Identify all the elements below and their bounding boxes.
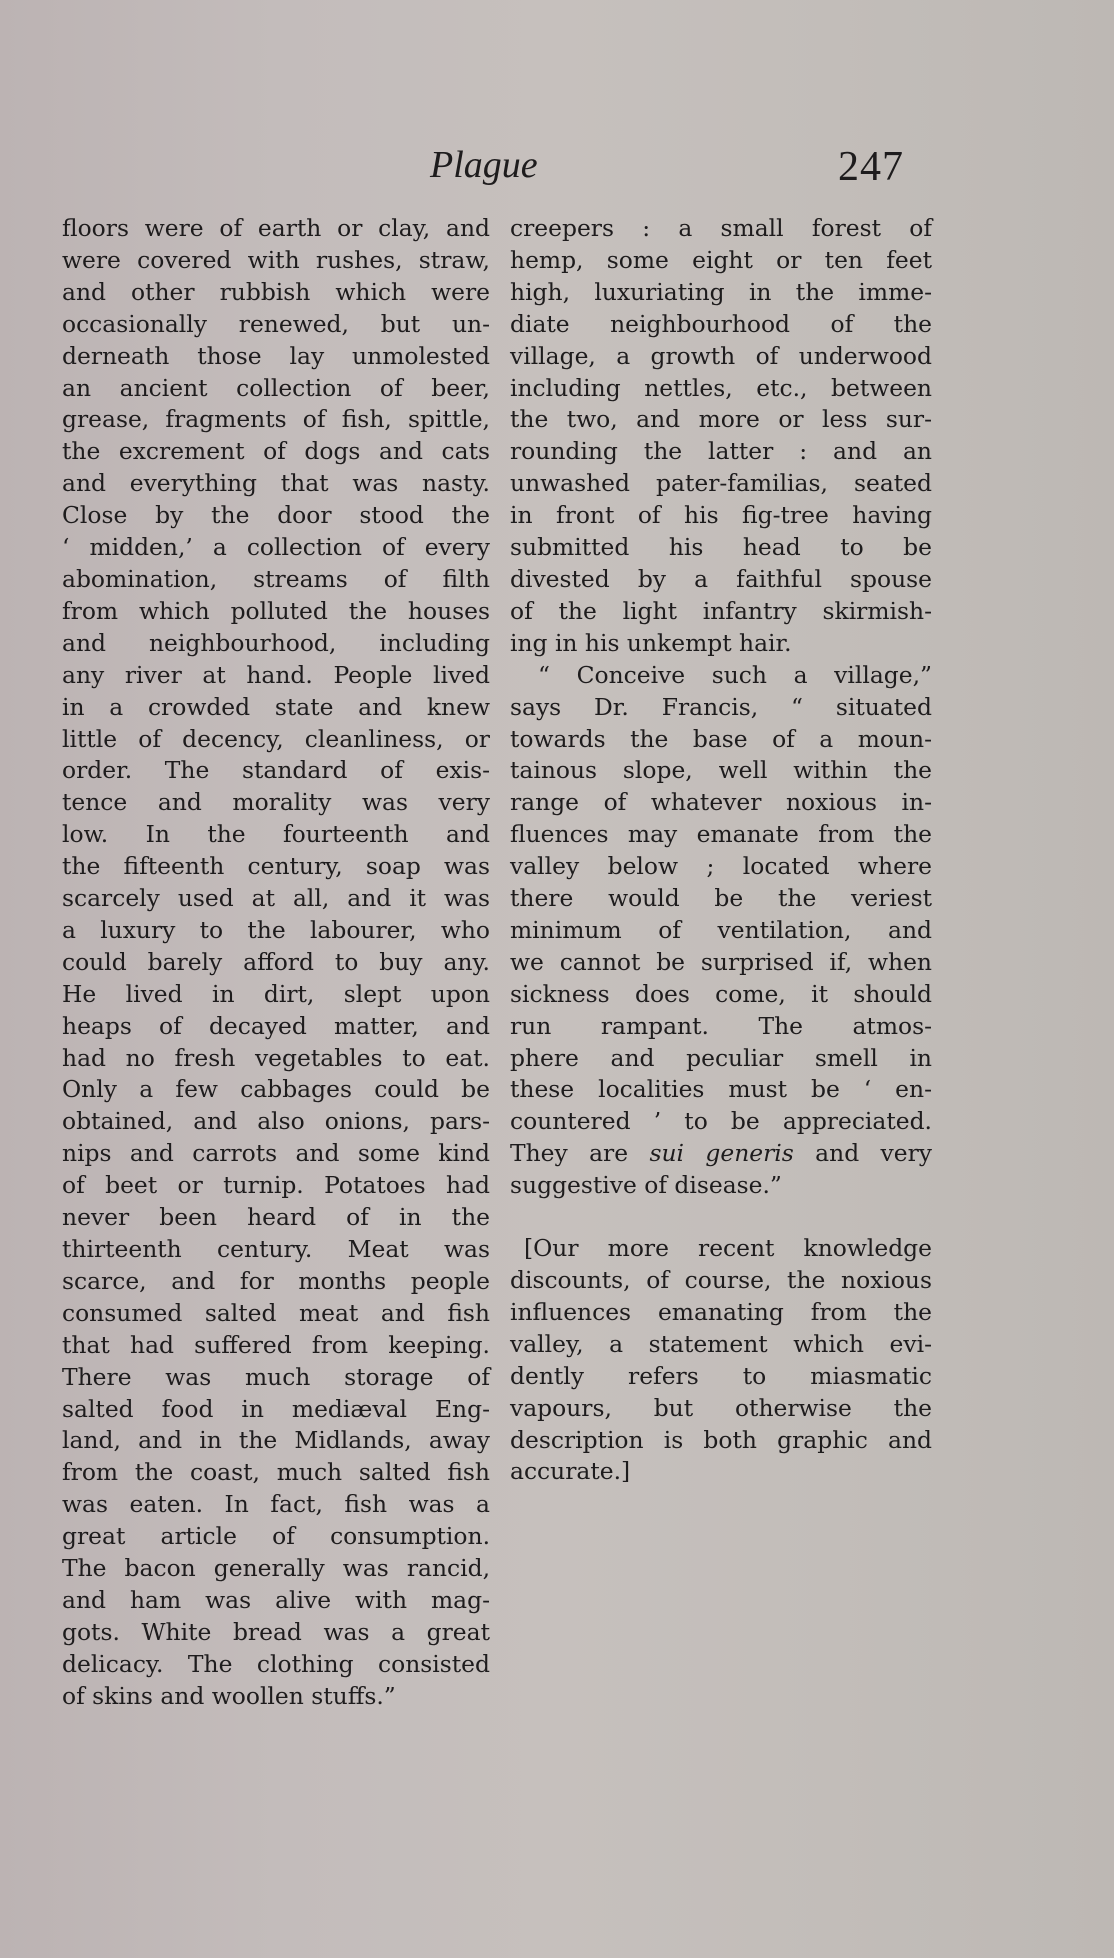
text-line: phere and peculiar smell in [510,1043,932,1072]
text-line: floors were of earth or clay, and [62,214,490,242]
text-line: of beet or turnip. Potatoes had [62,1171,490,1200]
text-line: obtained, and also onions, pars- [62,1107,490,1136]
text-line: in front of his fig-tree having [510,501,932,530]
text-line: in a crowded state and knew [62,692,490,721]
text-line: that had suffered from keeping. [62,1330,490,1359]
text-line: were covered with rushes, straw, [62,245,490,274]
text-line: from the coast, much salted fish [62,1458,490,1487]
text-line: There was much storage of [62,1362,490,1391]
text-line: high, luxuriating in the imme- [510,277,932,306]
text-line: Only a few cabbages could be [62,1075,490,1104]
text-line: ing in his unkempt hair. [510,628,792,657]
text-line: He lived in dirt, slept upon [62,979,490,1008]
right-column [510,213,932,1488]
text-line: minimum of ventilation, and [510,915,932,944]
text-line: never been heard of in the [62,1203,490,1232]
text-line: occasionally renewed, but un- [62,309,490,338]
left-paragraph [62,213,490,1713]
text-line: land, and in the Midlands, away [62,1426,490,1455]
text-line: tainous slope, well within the [510,756,932,785]
text-line: of skins and woollen stuffs.” [62,1681,396,1710]
text-line: nips and carrots and some kind [62,1139,490,1168]
text-line: a luxury to the labourer, who [62,915,490,944]
text-line: the two, and more or less sur- [510,405,932,434]
text-line: was eaten. In fact, fish was a [62,1490,490,1519]
text-line [510,1138,932,1170]
text-line: from which polluted the houses [62,596,490,625]
text-line: sickness does come, it should [510,979,932,1008]
text-line: unwashed pater-familias, seated [510,469,932,498]
text-line: there would be the veriest [510,884,932,913]
page-header [0,142,1114,202]
text-line: and neighbourhood, including [62,628,490,657]
italic-phrase: sui generis [649,1139,794,1168]
text-line: run rampant. The atmos- [510,1011,932,1040]
text-line: thirteenth century. Meat was [62,1235,490,1263]
text-line: low. In the fourteenth and [62,820,490,849]
text-line: influences emanating from the [510,1297,932,1326]
text-line: the excrement of dogs and cats [62,437,490,466]
text-line: grease, fragments of fish, spittle, [62,405,490,434]
text-line: [Our more recent knowledge [524,1234,932,1263]
text-line: vapours, but otherwise the [510,1393,932,1422]
left-column [62,213,490,1713]
text-line: and ham was alive with mag- [62,1585,490,1614]
text-line: the fifteenth century, soap was [62,852,490,881]
text-line: scarce, and for months people [62,1266,490,1295]
text-line: and other rubbish which were [62,277,490,306]
text-line: we cannot be surprised if, when [510,947,932,976]
text-line: these localities must be ‘ en- [510,1075,932,1104]
right-paragraph-2 [510,660,932,1202]
text-line: an ancient collection of beer, [62,373,490,402]
text-line: valley, a statement which evi- [510,1329,932,1358]
text-line: heaps of decayed matter, and [62,1011,490,1040]
text-line: hemp, some eight or ten feet [510,245,932,274]
text-line: great article of consumption. [62,1522,490,1551]
text-line: any river at hand. People lived [62,660,490,689]
text-line: including nettles, etc., between [510,373,932,402]
text-line: delicacy. The clothing consisted [62,1649,490,1678]
text-line: diate neighbourhood of the [510,309,932,338]
text-line: village, a growth of underwood [510,341,932,370]
text-line: tence and morality was very [62,788,490,817]
text-line: derneath those lay unmolested [62,341,490,370]
text-line: fluences may emanate from the [510,820,932,849]
text-line: The bacon generally was rancid, [62,1554,490,1583]
text-line: creepers : a small forest of [510,214,932,242]
text-line: salted food in mediæval Eng- [62,1394,490,1423]
text-line: could barely afford to buy any. [62,947,490,976]
running-title: Plague [430,144,538,186]
text-line: countered ’ to be appreciated. [510,1107,932,1136]
text-line: valley below ; located where [510,852,932,881]
text-segment: They are [510,1139,650,1168]
text-line: of the light infantry skirmish- [510,596,932,625]
text-segment: and very [793,1139,933,1168]
text-line: abomination, streams of filth [62,564,490,593]
text-line: towards the base of a moun- [510,724,932,753]
page-number: 247 [838,144,904,190]
text-line: gots. White bread was a great [62,1617,490,1646]
text-line: suggestive of disease.” [510,1171,782,1200]
text-line: consumed salted meat and fish [62,1298,490,1327]
text-line: had no fresh vegetables to eat. [62,1043,490,1072]
text-line: range of whatever noxious in- [510,788,932,817]
right-paragraph-1 [510,213,932,660]
text-line: rounding the latter : and an [510,437,932,466]
text-line: divested by a faithful spouse [510,564,932,593]
right-paragraph-3 [510,1233,932,1488]
text-line: discounts, of course, the noxious [510,1266,932,1294]
text-line: little of decency, cleanliness, or [62,724,490,753]
text-line: order. The standard of exis- [62,756,490,785]
text-line: “ Conceive such a village,” [538,660,932,689]
text-line: Close by the door stood the [62,501,490,530]
text-line: submitted his head to be [510,533,932,562]
text-line: ‘ midden,’ a collection of every [62,533,490,562]
text-line: says Dr. Francis, “ situated [510,692,932,721]
text-line: description is both graphic and [510,1425,932,1454]
text-line: and everything that was nasty. [62,469,490,498]
text-line: dently refers to miasmatic [510,1361,932,1390]
text-line: accurate.] [510,1457,631,1486]
text-line: scarcely used at all, and it was [62,884,490,913]
